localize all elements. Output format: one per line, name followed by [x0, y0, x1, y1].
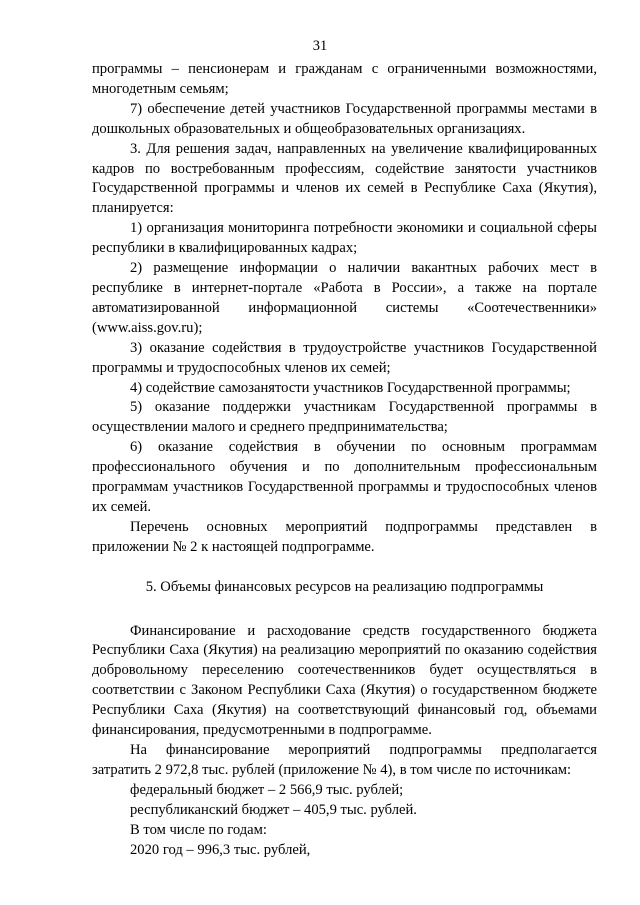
section-heading: 5. Объемы финансовых ресурсов на реализацию подпрограммы — [145, 578, 544, 595]
paragraph: Финансирование и расходование средств государственного бюджета Республики Саха (Якутия) на реализацию мероприятий по оказанию содействия добровольному переселению соотечественников будет осуществляться в соответствии с Законом Республики Саха (Якутия) о государственном бюджете Республики Саха (Якутия) на соответствующий финансовый год, объемами финансирования, предусмотренными в подпрограмме. — [92, 622, 597, 739]
paragraph: В том числе по годам: — [130, 821, 267, 838]
paragraph: На финансирование мероприятий подпрограммы предполагается затратить 2 972,8 тыс. рублей (приложение № 4), в том числе по источникам: — [92, 742, 597, 778]
paragraph: федеральный бюджет – 2 566,9 тыс. рублей; — [130, 781, 404, 798]
paragraph: 3. Для решения задач, направленных на увеличение квалифицированных кадров по востребованным профессиям, содействие занятости участников Государственной программы и членов их семей в Республике Саха (Якутия), планируется: — [92, 140, 597, 217]
list-item: 5) оказание поддержки участникам Государственной программы в осуществлении малого и среднего предпринимательства; — [92, 399, 597, 436]
list-item: 4) содействие самозанятости участников Государственной программы; — [130, 379, 571, 396]
list-item: 2) размещение информации о наличии вакантных рабочих мест в республике в интернет-портале «Работа в России», а также на портале автоматизированной информационной системы «Соотечественники» (www.aiss.gov.ru); — [92, 260, 597, 336]
list-item: 6) оказание содействия в обучении по основным программам профессионального обучения и по дополнительным профессиональным программам участников Государственной программы и трудоспособных членов их семей. — [92, 439, 597, 515]
document-body — [92, 60, 597, 860]
paragraph: 2020 год – 996,3 тыс. рублей, — [130, 841, 311, 858]
page-number: 31 — [312, 38, 328, 54]
list-item: 1) организация мониторинга потребности экономики и социальной сферы республики в квалифицированных кадрах; — [92, 220, 597, 257]
paragraph: 7) обеспечение детей участников Государственной программы местами в дошкольных образовательных и общеобразовательных организациях. — [92, 100, 597, 137]
paragraph: Перечень основных мероприятий подпрограммы представлен в приложении № 2 к настоящей подпрограмме. — [92, 518, 597, 555]
paragraph: программы – пенсионерам и гражданам с ограниченными возможностями, многодетным семьям; — [92, 61, 597, 97]
paragraph: республиканский бюджет – 405,9 тыс. рублей. — [130, 801, 417, 818]
list-item: 3) оказание содействия в трудоустройстве участников Государственной программы и трудоспособных членов их семей; — [92, 339, 597, 376]
